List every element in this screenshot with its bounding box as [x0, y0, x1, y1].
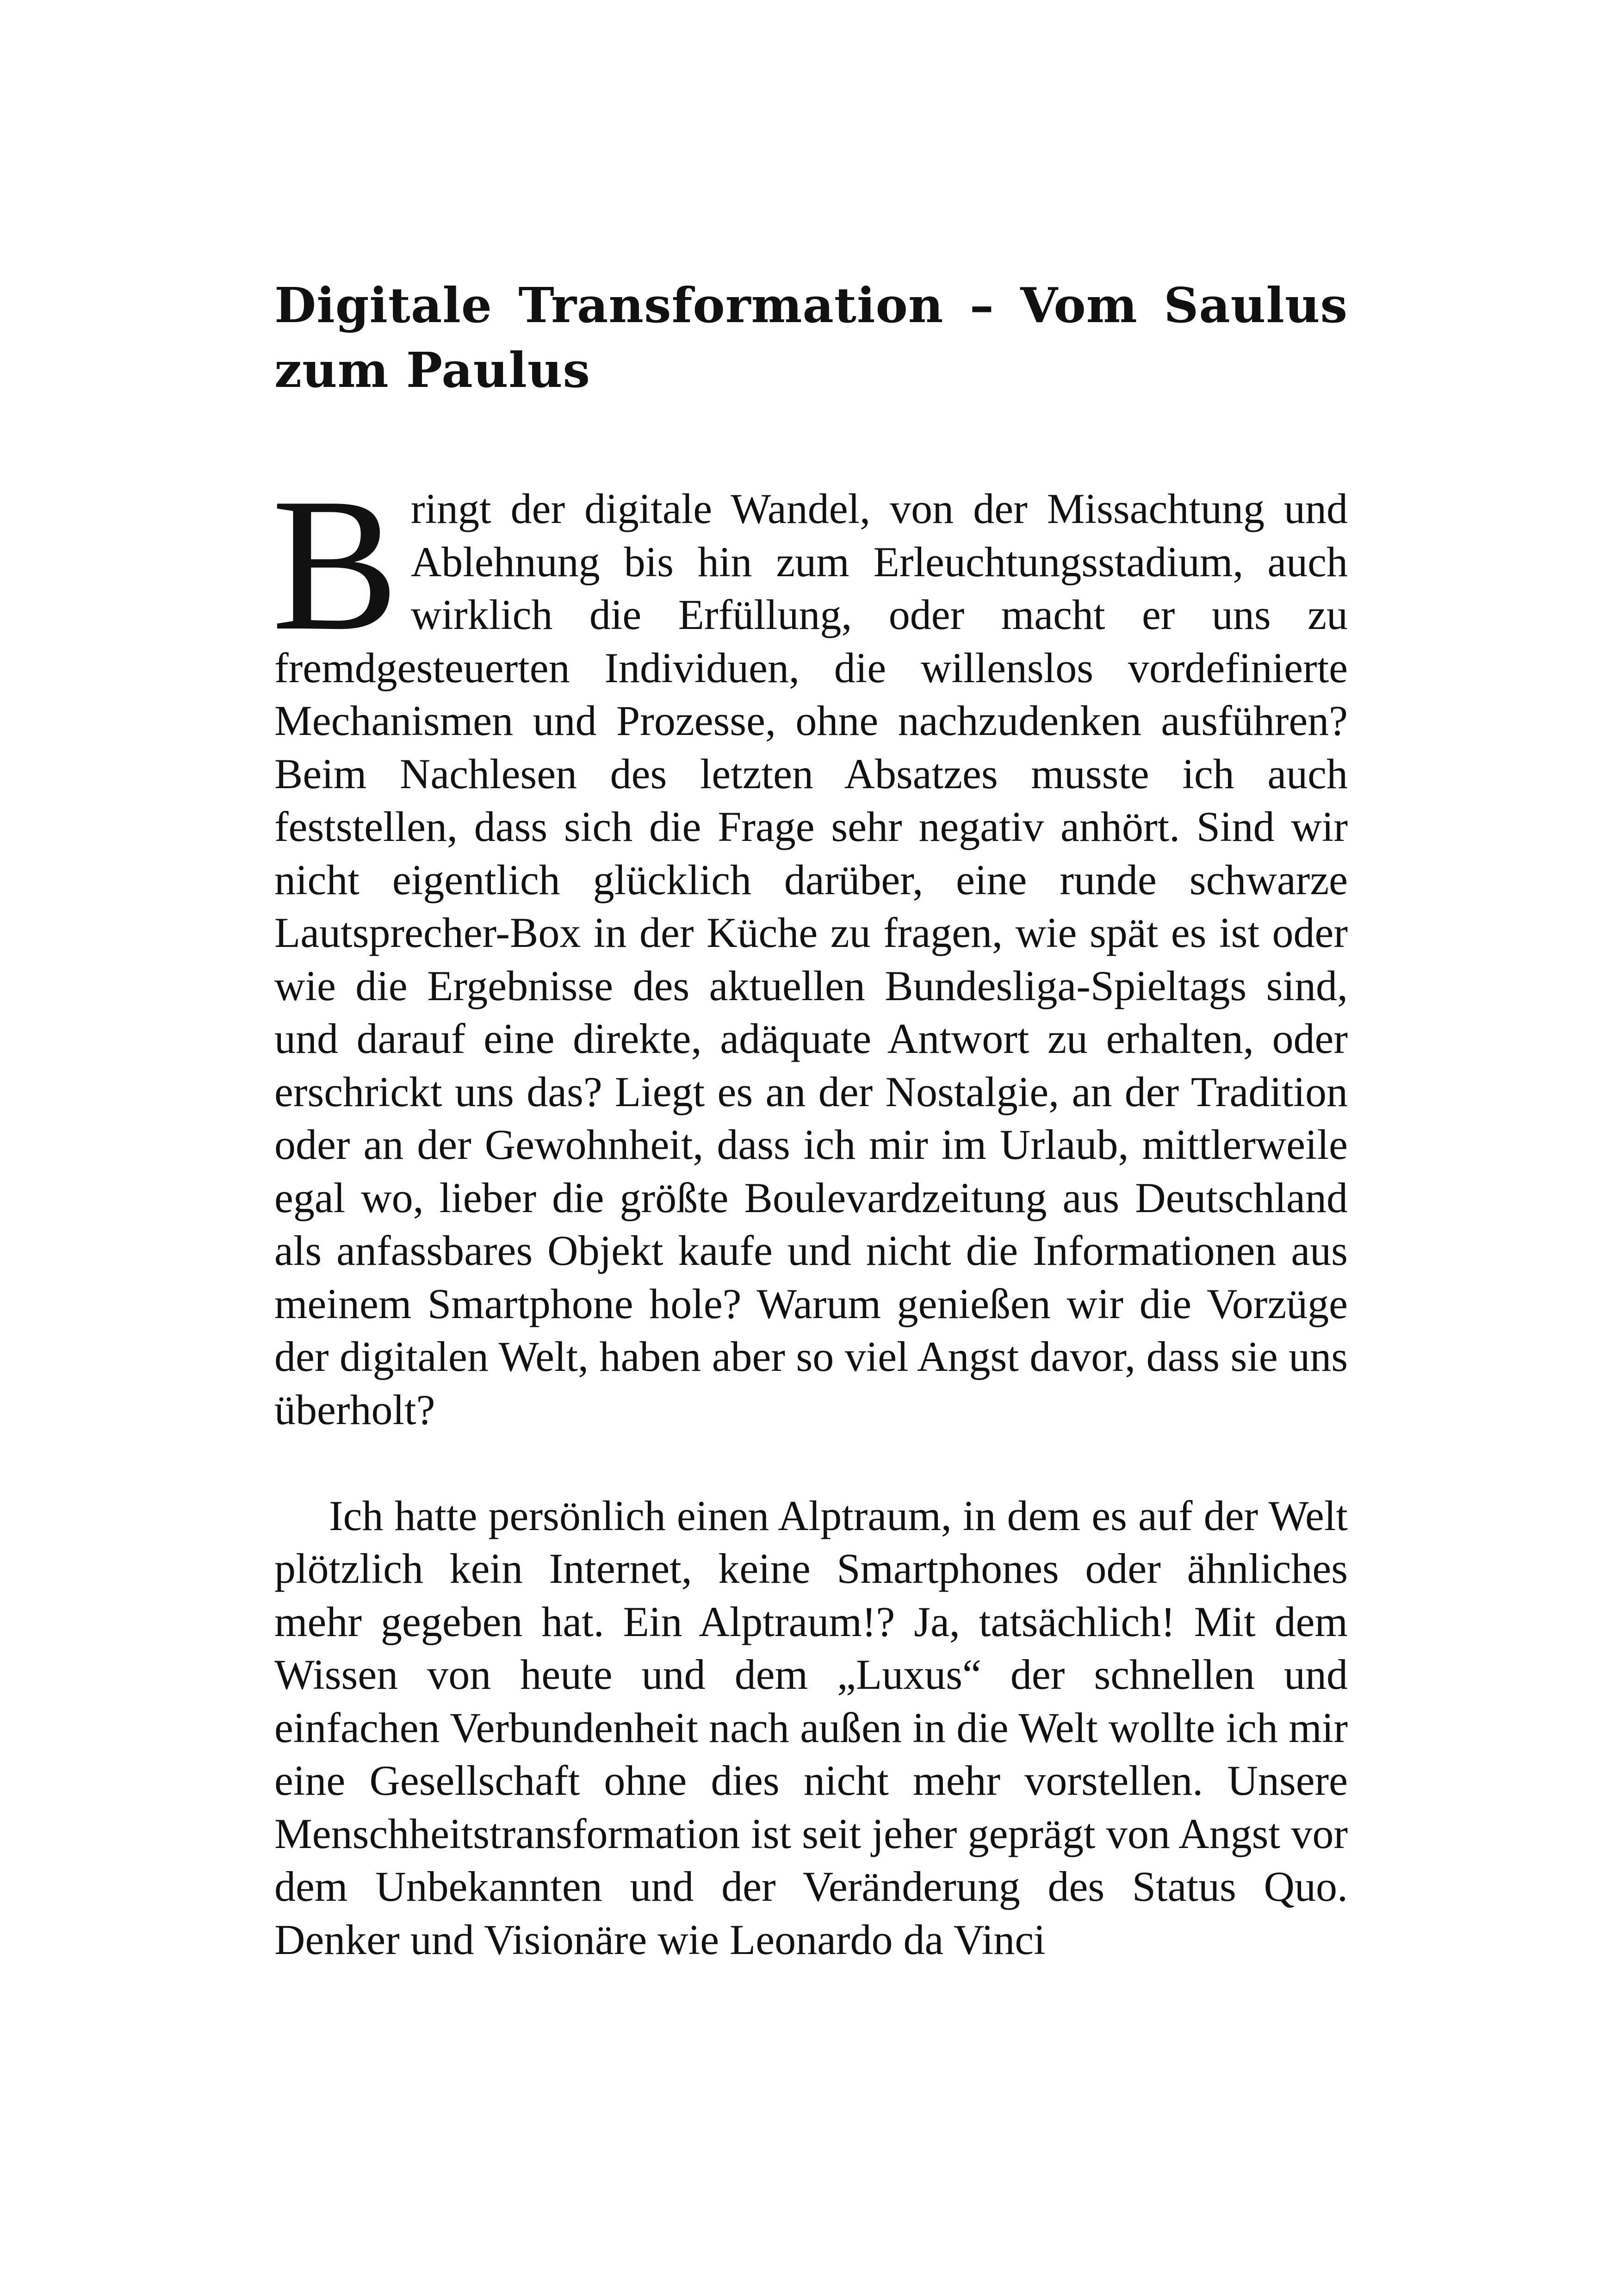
article-title: Digitale Transformation – Vom Saulus zum Paulus	[274, 277, 1348, 398]
paragraph-1-text: ringt der digitale Wandel, von der Missachtung und Ablehnung bis hin zum Erleuchtungsstadium, auch wirklich die Erfüllung, oder macht er uns zu fremdgesteuerten Individuen, die willenslos vordefinierte Mechanismen und Prozesse, ohne nachzudenken ausführen? Beim Nachlesen des letzten Absatzes musste ich auch feststellen, dass sich die Frage sehr negativ anhört. Sind wir nicht eigentlich glücklich darüber, eine runde schwarze Lautsprecher-Box in der Küche zu fragen, wie spät es ist oder wie die Ergebnisse des aktuellen Bundesliga-Spieltags sind, und darauf eine direkte, adäquate Antwort zu erhalten, oder erschrickt uns das? Liegt es an der Nostalgie, an der Tradition oder an der Gewohnheit, dass ich mir im Urlaub, mittlerweile egal wo, lieber die größte Boulevardzeitung aus Deutschland als anfassbares Objekt kaufe und nicht die Informationen aus meinem Smartphone hole? Warum genießen wir die Vorzüge der digitalen Welt, haben aber so viel Angst davor, dass sie uns überholt?	[274, 485, 1348, 1433]
paragraph-2: Ich hatte persönlich einen Alptraum, in dem es auf der Welt plötzlich kein Internet, keine Smartphones oder ähnliches mehr gegeben hat. Ein Alptraum!? Ja, tatsächlich! Mit dem Wissen von heute und dem „Luxus“ der schnellen und einfachen Verbundenheit nach außen in die Welt wollte ich mir eine Gesellschaft ohne dies nicht mehr vorstellen. Unsere Menschheitstransformation ist seit jeher geprägt von Angst vor dem Unbekannten und der Veränderung des Status Quo. Denker und Visionäre wie Leonardo da Vinci	[274, 1492, 1348, 1963]
drop-cap: B	[272, 459, 399, 670]
document-page	[274, 273, 1348, 1966]
paragraph-1	[272, 459, 1348, 1436]
